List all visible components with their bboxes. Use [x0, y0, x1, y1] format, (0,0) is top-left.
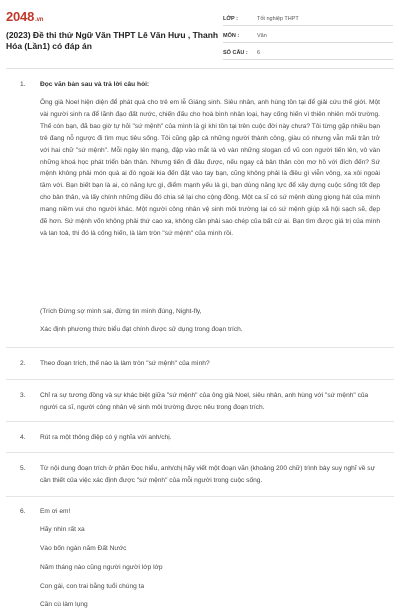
question-2-text: Theo đoạn trích, thế nào là làm tròn "sứ mệnh" của mình? — [40, 360, 210, 367]
question-divider — [6, 421, 394, 422]
question-divider — [6, 379, 394, 380]
question-divider — [6, 347, 394, 348]
question-5-text: Từ nội dung đoạn trích ở phần Đọc hiểu, anh/chị hãy viết một đoạn văn (khoảng 200 chữ) trình bày suy nghĩ về sự cần thiết của việc xác định được "sứ mệnh" của mỗi người trong cuộc sống. — [40, 465, 375, 484]
meta-socau-label: SỐ CÂU : — [223, 49, 248, 56]
question-2-number: 2. — [20, 360, 26, 367]
question-1-heading: Đọc văn bản sau và trả lời câu hỏi: — [40, 81, 150, 88]
meta-lop-value: Tốt nghiệp THPT — [257, 15, 299, 22]
meta-mon-value: Văn — [257, 32, 267, 39]
poem-line: Hãy nhìn rất xa — [40, 526, 85, 533]
question-6-number: 6. — [20, 508, 26, 515]
question-1-passage: Ông già Noel hiện diện để phát quà cho trẻ em lễ Giáng sinh. Siêu nhân, anh hùng tồn tại để giải cứu thế giới. Một vài người sinh ra để lãnh đạo đất nước, chiến đấu cho hoà bình nhân loại, hay cống hiến vì thiên nhiên môi trường. Thế còn bạn, đã bao giờ tự hỏi "sứ mệnh" của mình là gì khi tồn tại trên cuộc đời này chưa? Tôi từng gặp nhiều bạn trẻ đang nỗ ngược đi tìm mục tiêu sống. Tôi cũng gặp cả những người thành công, giàu có nhưng vẫn mãi trăn trở với hai chữ "sứ mệnh". Mỗi ngày lên mạng, đập vào mắt là vô vàn những slogan cổ vũ con người tiến lên, vô vàn những khoá học phát triển bản thân. Nhưng tiến đi đâu được, nếu ngay cả bản thân còn mơ hồ với đích đến? Sứ mệnh không phải món quà ai đó ngoài kia đến đặt vào tay bạn, cũng không phải là điều gì viễn vông, xa xôi ngoài tầm với. Bạn biết bạn là ai, có năng lực gì, điểm mạnh yếu là gì, bạn dùng năng lực để xây dựng cuộc sống tốt đẹp cho bản thân, và lấy chính những điều đó chia sẻ lại cho cộng đồng. Một ca sĩ có sứ mệnh dùng giọng hát của mình mang niềm vui cho người khác. Một người công nhân vệ sinh môi trường lại có sứ mệnh giúp xã hội sạch sẽ, đẹp đẽ hơn. Sứ mệnh vốn không phải thứ cao xa, không cần phải sao chép của bất cứ ai. Bạn tìm được giá trị của mình và lan toả, thì đó là cống hiến, là làm tròn "sứ mệnh" của mình rồi. — [40, 99, 380, 237]
poem-line: Năm tháng nào cũng người người lớp lớp — [40, 564, 163, 571]
poem-line: Em ơi em! — [40, 508, 71, 515]
logo-suffix: .vn — [35, 17, 44, 23]
logo-text: 2048 — [6, 9, 35, 24]
question-4-text: Rút ra một thông điệp có ý nghĩa với anh/chị. — [40, 434, 172, 441]
question-3-text: Chỉ ra sự tương đồng và sự khác biệt giữa "sứ mệnh" của ông già Noel, siêu nhân, anh hùng với "sứ mệnh" của người ca sĩ, người công nhân vệ sinh môi trường được nêu trong đoạn trích. — [40, 392, 369, 411]
meta-socau-value: 6 — [257, 49, 261, 56]
meta-lop-label: LỚP : — [223, 15, 238, 22]
question-5-number: 5. — [20, 465, 26, 472]
page-title: (2023) Đề thi thử Ngữ Văn THPT Lê Văn Hưu , Thanh Hóa (Lần1) có đáp án — [6, 30, 219, 51]
question-4-number: 4. — [20, 434, 26, 441]
question-1-number: 1. — [20, 81, 26, 88]
meta-mon-label: MÔN : — [223, 32, 240, 39]
poem-line: Vào bốn ngàn năm Đất Nước — [40, 545, 127, 552]
question-1-source: (Trích Đừng sợ mình sai, đừng tin mình đúng, Night-fly, — [40, 308, 202, 315]
poem-line: Con gái, con trai bằng tuổi chúng ta — [40, 583, 145, 590]
question-divider — [6, 496, 394, 497]
question-3-number: 3. — [20, 392, 26, 399]
question-1-task: Xác định phương thức biểu đạt chính được sử dụng trong đoạn trích. — [40, 326, 243, 333]
poem-line: Cần cù làm lụng — [40, 601, 88, 608]
question-divider — [6, 452, 394, 453]
